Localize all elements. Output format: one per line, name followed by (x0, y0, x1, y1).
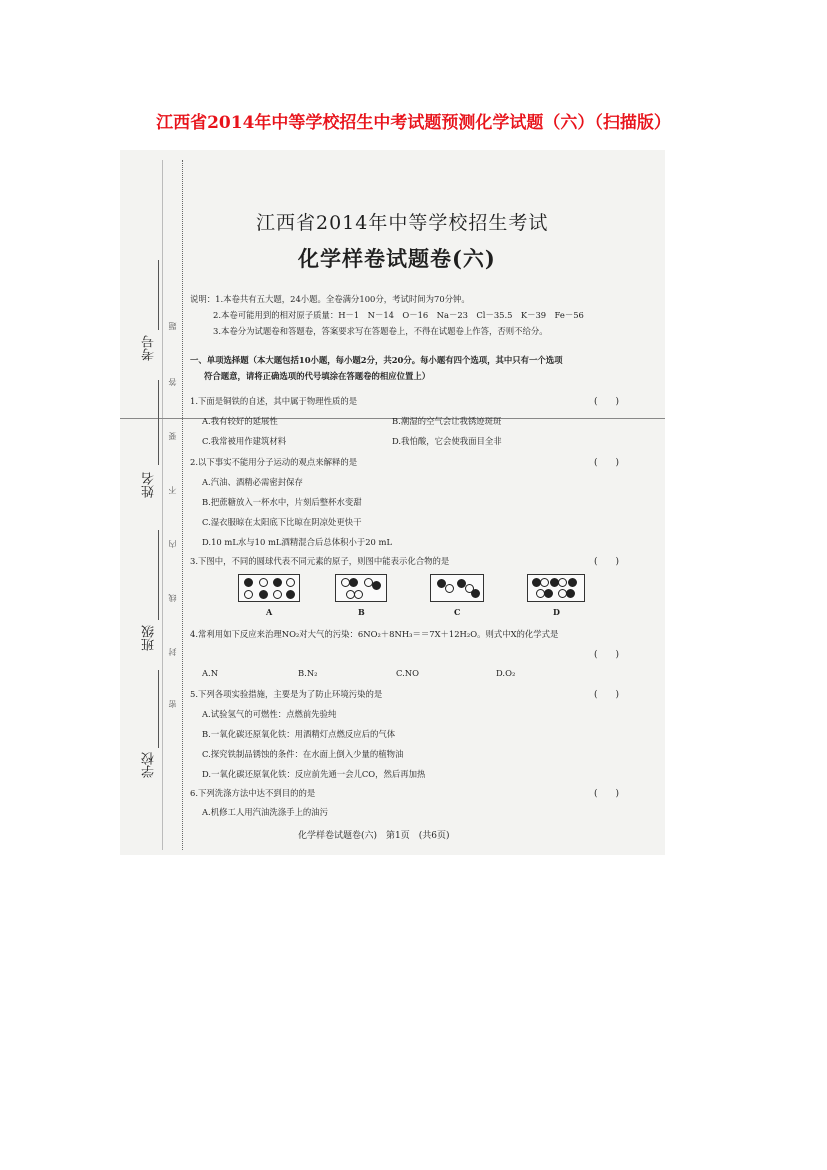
xingming-blank (158, 380, 159, 465)
exam-title: 江西省2014年中等学校招生考试 (256, 212, 549, 234)
answer-bracket: ( ) (594, 557, 620, 567)
side-label-xingming: 姓名 (142, 472, 157, 498)
question-3: 3.下图中，不同的圆球代表不同元素的原子，则图中能表示化合物的是 (190, 556, 450, 566)
q4-option-b: B.N₂ (298, 668, 318, 678)
q4-option-c: C.NO (396, 668, 419, 678)
option-label-c: C (454, 607, 461, 617)
molecule-box-d (527, 574, 585, 602)
q1-option-c: C.我常被用作建筑材料 (202, 436, 287, 446)
question-1: 1.下面是铜铁的自述，其中属于物理性质的是 (190, 396, 358, 406)
answer-bracket: ( ) (594, 397, 620, 407)
seal-char: 答 (168, 378, 177, 386)
side-label-kaohao: 考号 (142, 335, 157, 361)
question-5: 5.下列各项实验措施，主要是为了防止环境污染的是 (190, 689, 383, 699)
atom-white (354, 590, 363, 599)
atom-black (544, 589, 553, 598)
seal-dotted-line (182, 160, 183, 850)
scanned-exam-page (120, 150, 665, 855)
q1-option-a: A.我有较好的延展性 (202, 416, 278, 426)
question-4: 4.常利用如下反应来治理NO₂对大气的污染：6NO₂＋8NH₃＝＝7X＋12H₂O。则式中X的化学式是 (190, 629, 559, 639)
note-2: 2.本卷可能用到的相对原子质量：H－1 N－14 O－16 Na－23 Cl－35.5 K－39 Fe－56 (213, 310, 584, 320)
side-label-banji: 班级 (142, 625, 157, 651)
atom-black (471, 589, 480, 598)
atom-black (349, 578, 358, 587)
q5-option-a: A.试验氢气的可燃性：点燃前先验纯 (202, 709, 337, 719)
option-label-a: A (266, 607, 273, 617)
seal-char: 题 (168, 322, 177, 330)
seal-char: 不 (168, 486, 177, 494)
side-label-xuexiao: 学校 (142, 752, 157, 778)
seal-char: 密 (168, 700, 177, 708)
q2-option-c: C.湿衣服晾在太阳底下比晾在阴凉处更快干 (202, 517, 362, 527)
page-footer: 化学样卷试题卷(六) 第1页 (共6页) (298, 831, 450, 841)
answer-bracket: ( ) (594, 690, 620, 700)
exam-subtitle: 化学样卷试题卷(六) (298, 246, 496, 271)
option-label-d: D (553, 607, 560, 617)
page-title: 江西省2014年中等学校招生中考试题预测化学试题（六）（扫描版） (156, 113, 671, 133)
question-6: 6.下列洗涤方法中达不到目的的是 (190, 788, 316, 798)
seal-char: 内 (168, 540, 177, 548)
molecule-box-a (238, 574, 300, 602)
atom-white (244, 590, 253, 599)
atom-white (259, 578, 268, 587)
q6-option-a: A.机修工人用汽油洗涤手上的油污 (202, 807, 328, 817)
atom-black (259, 590, 268, 599)
kaohao-blank (158, 260, 159, 330)
section-heading: 一、单项选择题（本大题包括10小题，每小题2分，共20分。每小题有四个选项，其中只有一个选项 (190, 355, 563, 365)
atom-white (286, 578, 295, 587)
atom-black (286, 590, 295, 599)
binding-line (162, 160, 163, 850)
xuexiao-blank (158, 670, 159, 748)
note-3: 3.本卷分为试题卷和答题卷，答案要求写在答题卷上，不得在试题卷上作答，否则不给分。 (213, 326, 548, 336)
atom-white (540, 578, 549, 587)
q4-option-d: D.O₂ (496, 668, 516, 678)
note-1: 说明：1.本卷共有五大题，24小题。全卷满分100分，考试时间为70分钟。 (190, 294, 470, 304)
q1-option-d: D.我怕酸，它会使我面目全非 (392, 436, 502, 446)
q5-option-d: D.一氧化碳还原氧化铁：反应前先通一会儿CO，然后再加热 (202, 769, 426, 779)
atom-black (244, 578, 253, 587)
molecule-box-c (430, 574, 484, 602)
q5-option-c: C.探究铁制品锈蚀的条件：在水面上倒入少量的植物油 (202, 749, 404, 759)
option-label-b: B (358, 607, 365, 617)
atom-black (566, 589, 575, 598)
banji-blank (158, 530, 159, 620)
atom-white (273, 590, 282, 599)
q2-option-a: A.汽油、酒精必需密封保存 (202, 477, 303, 487)
atom-black (273, 578, 282, 587)
seal-char: 封 (168, 648, 177, 656)
q2-option-d: D.10 mL水与10 mL酒精混合后总体积小于20 mL (202, 537, 393, 547)
q2-option-b: B.把蔗糖放入一杯水中，片刻后整杯水变甜 (202, 497, 362, 507)
atom-black (568, 578, 577, 587)
atom-white (558, 578, 567, 587)
q4-option-a: A.N (202, 668, 219, 678)
seal-char: 要 (168, 432, 177, 440)
answer-bracket: ( ) (594, 458, 620, 468)
question-2: 2.以下事实不能用分子运动的观点来解释的是 (190, 457, 358, 467)
section-heading-cont: 符合题意，请将正确选项的代号填涂在答题卷的相应位置上） (204, 371, 431, 381)
molecule-box-b (335, 574, 387, 602)
atom-black (372, 581, 381, 590)
q1-option-b: B.潮湿的空气会让我锈迹斑斑 (392, 416, 502, 426)
atom-white (445, 584, 454, 593)
answer-bracket: ( ) (594, 789, 620, 799)
seal-char: 线 (168, 594, 177, 602)
answer-bracket: ( ) (594, 650, 620, 660)
q5-option-b: B.一氧化碳还原氧化铁：用酒精灯点燃反应后的气体 (202, 729, 396, 739)
